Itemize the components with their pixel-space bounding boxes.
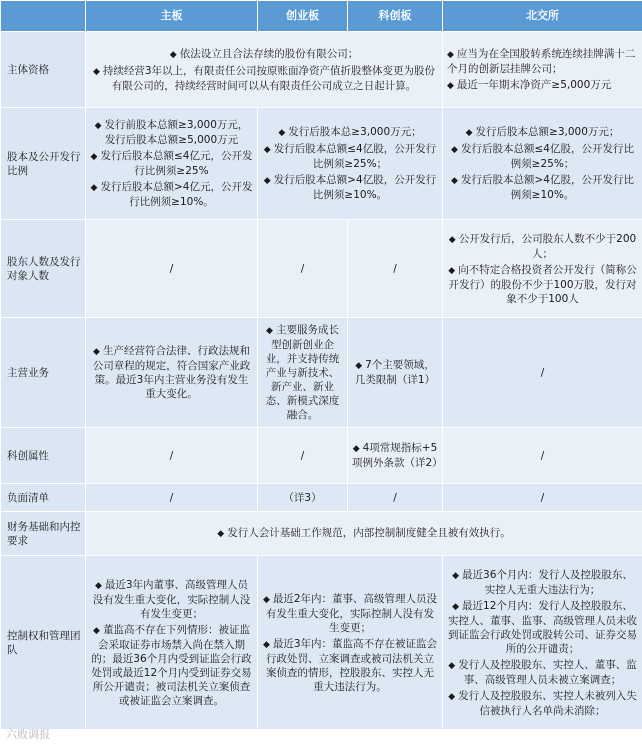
diamond-bullet-icon: ◆ <box>452 570 460 581</box>
list-item <box>447 658 638 687</box>
diamond-bullet-icon: ◆ <box>93 625 100 636</box>
row-label-negative: 负面清单 <box>1 484 86 512</box>
bullet-text: 发行后股本总额≤4亿股，公开发行比例须≥25%； <box>273 143 437 170</box>
header-gem: 创业板 <box>258 1 348 32</box>
list-item <box>447 78 638 93</box>
cell-negative-bse: / <box>443 484 642 512</box>
bullet-text: 最近一年期末净资产≥5,000万元 <box>456 78 612 91</box>
bullet-text: 主要服务成长型创新创业企业，并支持传统产业与新技术、新产业、新业态、新模式深度融合。 <box>265 324 340 421</box>
row-control <box>1 556 642 730</box>
row-finance <box>1 512 642 556</box>
cell-subject-shared <box>86 32 443 108</box>
diamond-bullet-icon: ◆ <box>93 347 100 357</box>
list-item <box>352 358 438 387</box>
cell-tech-main: / <box>86 428 258 484</box>
diamond-bullet-icon: ◆ <box>447 80 454 91</box>
cell-capital-gem-star <box>258 108 443 220</box>
list-item <box>262 592 438 635</box>
diamond-bullet-icon: ◆ <box>94 121 102 131</box>
bullet-text: 7个主要领域，几类限制（详1） <box>354 359 436 386</box>
bullet-text: 发行后股本总额>4亿股，公开发行比例须≥10%。 <box>460 174 634 201</box>
bullet-text: 公开发行后，公司股东人数不少于200人； <box>458 232 637 260</box>
bullet-text: 发行后股本总额>4亿股，公开发行比例须≥10%。 <box>273 174 437 201</box>
diamond-bullet-icon: ◆ <box>92 66 100 77</box>
cell-business-star <box>348 318 443 428</box>
row-label-capital: 股本及公开发行比例 <box>1 108 86 220</box>
row-negative <box>1 484 642 512</box>
list-item <box>90 344 253 401</box>
list-item <box>262 637 438 694</box>
row-subject <box>1 32 642 108</box>
list-item <box>90 47 438 62</box>
list-item <box>90 180 253 209</box>
cell-finance-shared <box>86 512 642 556</box>
diamond-bullet-icon: ◆ <box>94 580 102 591</box>
diamond-bullet-icon: ◆ <box>266 326 273 336</box>
diamond-bullet-icon: ◆ <box>447 49 454 60</box>
diamond-bullet-icon: ◆ <box>217 529 225 539</box>
list-item <box>447 232 638 261</box>
diamond-bullet-icon: ◆ <box>355 361 363 371</box>
header-row <box>1 1 642 32</box>
list-item <box>90 64 438 93</box>
bullet-text: 发行人及控股股东、实控人未被列入失信被执行人名单尚未消除； <box>458 689 637 717</box>
cell-holders-gem: / <box>258 220 348 318</box>
list-item <box>90 149 253 178</box>
diamond-bullet-icon: ◆ <box>448 234 456 245</box>
header-star-market: 科创板 <box>348 1 443 32</box>
cell-capital-main <box>86 108 258 220</box>
header-main-board: 主板 <box>86 1 258 32</box>
diamond-bullet-icon: ◆ <box>278 128 286 138</box>
header-bse: 北交所 <box>443 1 642 32</box>
diamond-bullet-icon: ◆ <box>448 660 456 671</box>
row-label-holders: 股东人数及发行对象人数 <box>1 220 86 318</box>
list-item <box>447 142 638 171</box>
watermark: 六败调报 <box>6 728 50 741</box>
cell-control-gem-star <box>258 556 443 730</box>
bullet-text: 发行前股本总额≥3,000万元，发行后股本总额≥5,000万元 <box>104 119 249 146</box>
diamond-bullet-icon: ◆ <box>262 639 270 650</box>
bullet-text: 发行人及控股股东、实控人、董事、监事、高级管理人员未被立案调查； <box>458 658 637 686</box>
bullet-text: 发行后股本总≥3,000万元； <box>288 126 422 138</box>
row-business <box>1 318 642 428</box>
diamond-bullet-icon: ◆ <box>263 145 271 155</box>
diamond-bullet-icon: ◆ <box>263 176 271 186</box>
bullet-text: 向不特定合格投资者公开发行（简称公开发行）的股份不少于100万股，发行对象不少于100人 <box>448 263 637 305</box>
bullet-text: 发行人会计基础工作规范，内部控制制度健全且被有效执行。 <box>227 527 511 539</box>
bullet-text: 最近12个月内：发行人及控股股东、实控人、董事、监事、高级管理人员未收到证监会行政处罚或股转公司、证券交易所的公开谴责； <box>448 599 637 655</box>
row-label-control: 控制权和管理团队 <box>1 556 86 730</box>
cell-holders-star: / <box>348 220 443 318</box>
bullet-text: 发行后股本总额≤4亿元，公开发行比例须≥25% <box>100 150 253 177</box>
cell-tech-bse: / <box>443 428 642 484</box>
diamond-bullet-icon: ◆ <box>352 444 360 454</box>
row-label-subject: 主体资格 <box>1 32 86 108</box>
cell-negative-star: / <box>348 484 443 512</box>
bullet-text: 依法设立且合法存续的股份有限公司； <box>179 47 359 60</box>
cell-business-main <box>86 318 258 428</box>
bullet-text: 发行后股本总额≤4亿股，公开发行比例须≥25%； <box>460 143 634 170</box>
cell-holders-main: / <box>86 220 258 318</box>
list-item <box>262 142 438 171</box>
row-capital <box>1 108 642 220</box>
cell-capital-bse <box>443 108 642 220</box>
list-item <box>262 323 343 422</box>
header-corner <box>1 1 86 32</box>
list-item <box>262 125 438 140</box>
list-item <box>90 118 253 147</box>
row-label-business: 主营业务 <box>1 318 86 428</box>
list-item <box>447 689 638 718</box>
list-item <box>352 441 443 470</box>
list-item <box>447 47 638 76</box>
bullet-text: 最近3年内董事、高级管理人员没有发生重大变化，实际控制人没有发生变更； <box>92 578 251 620</box>
row-label-finance: 财务基础和内控要求 <box>1 512 86 556</box>
bullet-text: 最近2年内：董事、高级管理人员没有发生重大变化，实际控制人没有发生变更； <box>266 592 438 634</box>
list-item <box>447 568 638 597</box>
bullet-text: 4项常规指标+5项例外条款（详2） <box>352 442 443 469</box>
bullet-text: 生产经营符合法律、行政法规和公司章程的规定，符合国家产业政策。最近3年内主营业务没有发生重大变化。 <box>92 345 251 400</box>
cell-control-main <box>86 556 258 730</box>
diamond-bullet-icon: ◆ <box>169 49 177 60</box>
list-item <box>447 599 638 656</box>
diamond-bullet-icon: ◆ <box>90 152 98 162</box>
bullet-text: 发行后股本总额≥3,000万元； <box>475 126 620 138</box>
list-item <box>447 125 638 140</box>
cell-tech-gem: / <box>258 428 348 484</box>
bullet-text: 最近3年内：董监高不存在被证监会行政处罚、立案调查或被司法机关立案侦查的情形，控股股东、实控人无重大违法行为。 <box>266 637 438 693</box>
cell-control-bse <box>443 556 642 730</box>
diamond-bullet-icon: ◆ <box>448 691 456 702</box>
row-tech <box>1 428 642 484</box>
row-label-tech: 科创属性 <box>1 428 86 484</box>
diamond-bullet-icon: ◆ <box>451 145 458 155</box>
bullet-text: 应当为在全国股转系统连续挂牌满十二个月的创新层挂牌公司； <box>447 47 636 75</box>
list-item <box>447 263 638 306</box>
cell-business-gem <box>258 318 348 428</box>
diamond-bullet-icon: ◆ <box>448 265 456 276</box>
cell-holders-bse <box>443 220 642 318</box>
list-item <box>262 173 438 202</box>
bullet-text: 董监高不存在下列情形：被证监会采取证券市场禁入尚在禁入期的；最近36个月内受到证监会行政处罚或最近12个月内受到证券交易所公开谴责；被司法机关立案侦查或被证监会立案调查。 <box>91 623 252 707</box>
diamond-bullet-icon: ◆ <box>452 601 460 612</box>
row-holders <box>1 220 642 318</box>
cell-business-bse: / <box>443 318 642 428</box>
diamond-bullet-icon: ◆ <box>451 176 458 186</box>
bullet-text: 最近36个月内：发行人及控股股东、实控人无重大违法行为； <box>462 568 633 596</box>
list-item <box>447 173 638 202</box>
cell-tech-star <box>348 428 443 484</box>
list-item <box>90 578 253 621</box>
list-item <box>90 623 253 708</box>
bullet-text: 发行后股本总额>4亿元，公开发行比例须≥10%。 <box>100 181 253 208</box>
bullet-text: 持续经营3年以上，有限责任公司按原账面净资产值折股整体变更为股份有限公司的，持续经营时间可以从有限责任公司成立之日起计算。 <box>102 64 436 92</box>
diamond-bullet-icon: ◆ <box>262 594 270 605</box>
cell-subject-bse <box>443 32 642 108</box>
diamond-bullet-icon: ◆ <box>465 128 473 138</box>
cell-negative-main: / <box>86 484 258 512</box>
cell-negative-gem: （详3） <box>258 484 348 512</box>
diamond-bullet-icon: ◆ <box>90 183 98 193</box>
